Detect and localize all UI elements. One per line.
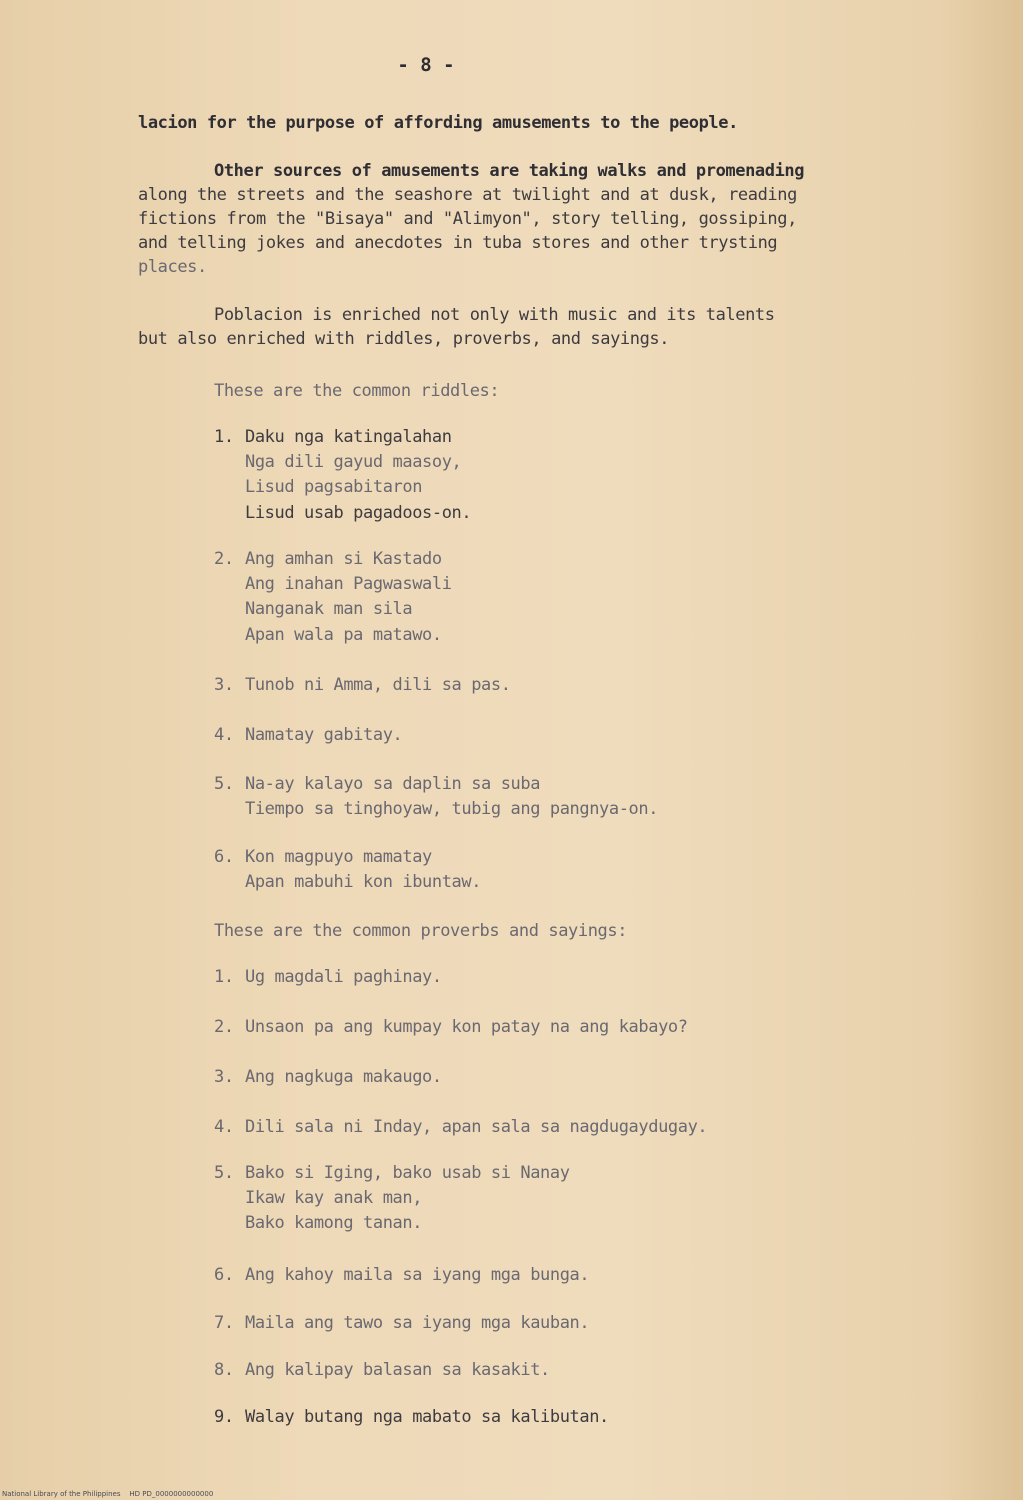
paragraph1-line-3: fictions from the "Bisaya" and "Alimyon", story telling, gossiping, <box>138 209 797 229</box>
proverb-3-line-1: Ang nagkuga makaugo. <box>245 1067 442 1087</box>
proverb-4-number: 4. <box>214 1117 234 1137</box>
paragraph1-line-5: places. <box>138 257 207 277</box>
riddle-6-line-1: Kon magpuyo mamatay <box>245 847 432 867</box>
proverb-9-number: 9. <box>214 1407 234 1427</box>
riddle-5-line-2: Tiempo sa tinghoyaw, tubig ang pangnya-on. <box>245 799 659 819</box>
riddle-2-line-1: Ang amhan si Kastado <box>245 549 442 569</box>
riddle-2-line-4: Apan wala pa matawo. <box>245 625 442 645</box>
proverb-1-line-1: Ug magdali paghinay. <box>245 967 442 987</box>
proverb-8-line-1: Ang kalipay balasan sa kasakit. <box>245 1360 550 1380</box>
continuation-line: lacion for the purpose of affording amusements to the people. <box>138 113 738 133</box>
proverb-7-number: 7. <box>214 1313 234 1333</box>
riddles-heading: These are the common riddles: <box>214 381 500 401</box>
riddle-6-line-2: Apan mabuhi kon ibuntaw. <box>245 872 482 892</box>
riddle-1-line-1: Daku nga katingalahan <box>245 427 452 447</box>
proverb-5-line-2: Ikaw kay anak man, <box>245 1188 423 1208</box>
paragraph2-line-2: but also enriched with riddles, proverbs, and sayings. <box>138 329 670 349</box>
proverb-3-number: 3. <box>214 1067 234 1087</box>
paragraph1-line-1: Other sources of amusements are taking walks and promenading <box>214 161 805 181</box>
proverb-6-line-1: Ang kahoy maila sa iyang mga bunga. <box>245 1265 590 1285</box>
riddle-1-number: 1. <box>214 427 234 447</box>
proverb-2-number: 2. <box>214 1017 234 1037</box>
riddle-2-number: 2. <box>214 549 234 569</box>
riddle-5-number: 5. <box>214 774 234 794</box>
riddle-3-number: 3. <box>214 675 234 695</box>
proverb-9-line-1: Walay butang nga mabato sa kalibutan. <box>245 1407 609 1427</box>
proverb-7-line-1: Maila ang tawo sa iyang mga kauban. <box>245 1313 590 1333</box>
proverb-1-number: 1. <box>214 967 234 987</box>
riddle-1-line-2: Nga dili gayud maasoy, <box>245 452 462 472</box>
proverbs-heading: These are the common proverbs and sayings: <box>214 921 628 941</box>
proverb-5-number: 5. <box>214 1163 234 1183</box>
proverb-5-line-3: Bako kamong tanan. <box>245 1213 423 1233</box>
proverb-5-line-1: Bako si Iging, bako usab si Nanay <box>245 1163 570 1183</box>
proverb-2-line-1: Unsaon pa ang kumpay kon patay na ang kabayo? <box>245 1017 688 1037</box>
riddle-1-line-4: Lisud usab pagadoos-on. <box>245 503 472 523</box>
paragraph1-line-2: along the streets and the seashore at twilight and at dusk, reading <box>138 185 797 205</box>
riddle-2-line-3: Nanganak man sila <box>245 599 413 619</box>
scan-footer: National Library of the Philippines HD PD_0000000000000 <box>2 1490 214 1498</box>
proverb-8-number: 8. <box>214 1360 234 1380</box>
paragraph1-line-4: and telling jokes and anecdotes in tuba stores and other trysting <box>138 233 778 253</box>
page-number: - 8 - <box>397 54 455 76</box>
riddle-2-line-2: Ang inahan Pagwaswali <box>245 574 452 594</box>
riddle-5-line-1: Na-ay kalayo sa daplin sa suba <box>245 774 541 794</box>
riddle-3-line-1: Tunob ni Amma, dili sa pas. <box>245 675 511 695</box>
paragraph2-line-1: Poblacion is enriched not only with music and its talents <box>214 305 775 325</box>
riddle-6-number: 6. <box>214 847 234 867</box>
riddle-4-number: 4. <box>214 725 234 745</box>
riddle-1-line-3: Lisud pagsabitaron <box>245 477 423 497</box>
proverb-4-line-1: Dili sala ni Inday, apan sala sa nagdugaydugay. <box>245 1117 708 1137</box>
riddle-4-line-1: Namatay gabitay. <box>245 725 403 745</box>
proverb-6-number: 6. <box>214 1265 234 1285</box>
